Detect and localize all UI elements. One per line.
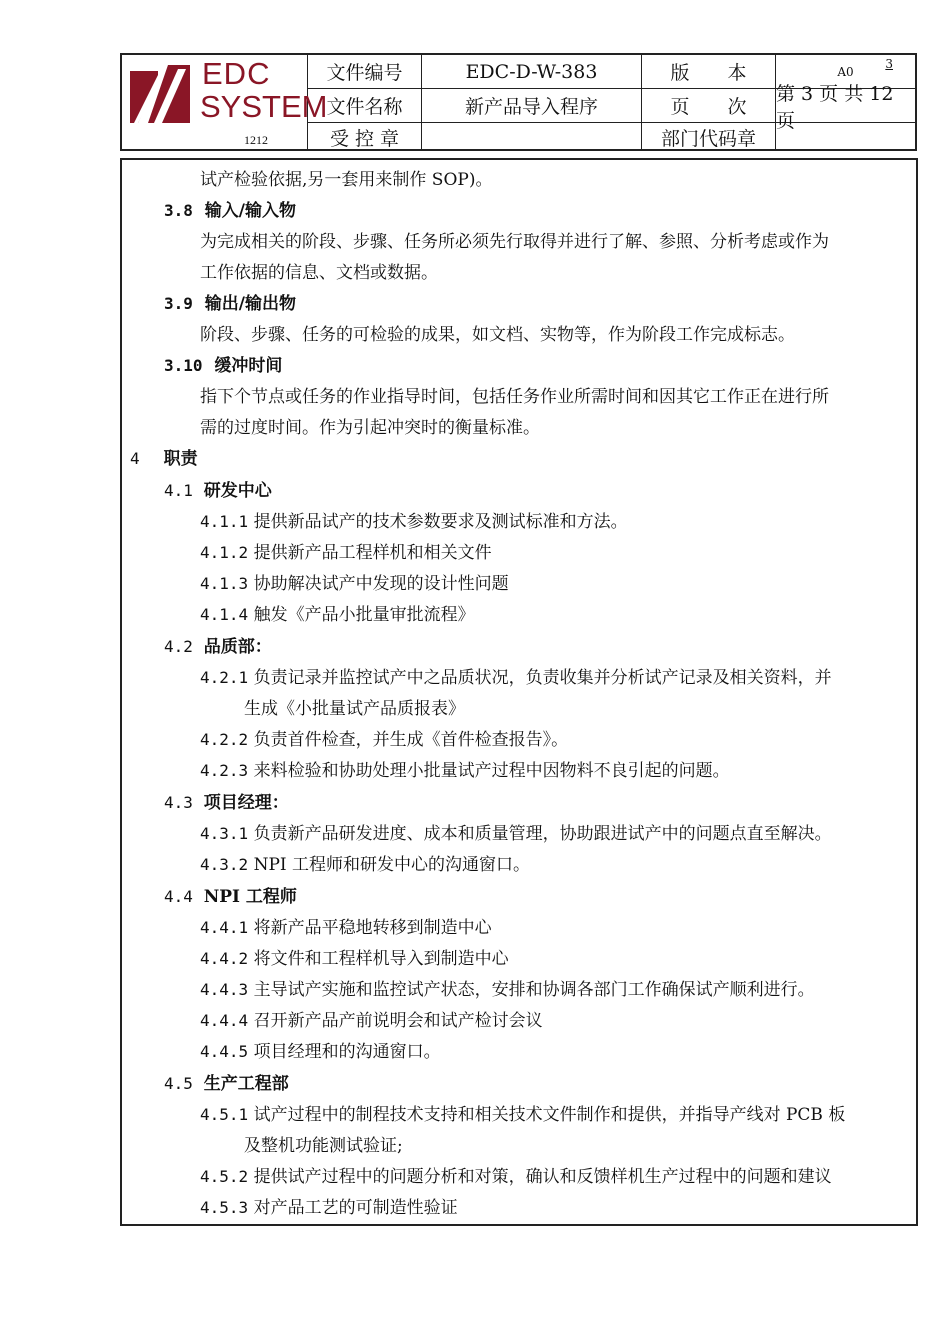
item-number: 4.4.3 [200, 980, 249, 999]
item-text: 召开新产品产前说明会和试产检讨会议 [253, 1011, 543, 1031]
item-number: 4.1.4 [200, 605, 249, 624]
item-text: NPI 工程师和研发中心的沟通窗口。 [253, 855, 531, 875]
item-number: 4.4.4 [200, 1011, 249, 1030]
section-title: 缓冲时间 [214, 356, 283, 376]
item-text: 负责首件检查，并生成《首件检查报告》。 [253, 730, 569, 750]
list-item [200, 1107, 845, 1124]
section-number: 4.1 [164, 481, 193, 500]
body-line [200, 172, 492, 189]
section-number: 3.8 [164, 201, 193, 220]
item-number: 4.3.2 [200, 855, 249, 874]
page-label: 页 次 [642, 89, 776, 123]
body-line [200, 389, 829, 406]
item-number: 4.5.3 [200, 1198, 249, 1217]
item-number: 4.2.2 [200, 730, 249, 749]
item-number: 4.4.5 [200, 1042, 249, 1061]
body-line [200, 420, 540, 437]
section-title: 研发中心 [203, 481, 272, 501]
list-item [200, 857, 530, 874]
item-text: 触发《产品小批量审批流程》 [253, 605, 475, 625]
list-item [200, 951, 509, 968]
dept-code-value [776, 123, 915, 151]
item-text: 提供新品试产的技术参数要求及测试标准和方法。 [253, 512, 628, 532]
section-heading [164, 1076, 289, 1093]
item-text: 将文件和工程样机导入到制造中心 [253, 949, 509, 969]
section-heading [164, 296, 296, 313]
list-item [200, 1169, 832, 1186]
item-text: 负责记录并监控试产中之品质状况，负责收集并分析试产记录及相关资料，并 [253, 668, 832, 688]
section-title: 生产工程部 [203, 1074, 289, 1094]
item-text: 提供试产过程中的问题分析和对策，确认和反馈样机生产过程中的问题和建议 [253, 1167, 832, 1187]
paragraph-text: 需的过度时间。作为引起冲突时的衡量标准。 [200, 418, 540, 438]
chapter-number: 4 [130, 449, 140, 468]
version-value: A0 [837, 64, 854, 79]
logo-text-edc: EDC [202, 56, 271, 91]
list-item [200, 545, 492, 562]
list-item [200, 1044, 441, 1061]
section-number: 4.3 [164, 793, 193, 812]
section-heading [164, 639, 272, 656]
list-item [200, 670, 832, 687]
list-item [200, 732, 568, 749]
section-number: 4.5 [164, 1074, 193, 1093]
logo-mark-icon [128, 61, 200, 125]
item-text: 来料检验和协助处理小批量试产过程中因物料不良引起的问题。 [253, 761, 730, 781]
list-item [200, 982, 815, 999]
version-label: 版 本 [642, 55, 776, 89]
paragraph-text: 试产检验依据,另一套用来制作 SOP)。 [200, 170, 493, 190]
company-logo [122, 55, 328, 151]
list-item [200, 514, 628, 531]
control-stamp-label: 受 控 章 [308, 123, 422, 151]
paragraph-text: 工作依据的信息、文档或数据。 [200, 263, 438, 283]
item-number: 4.5.2 [200, 1167, 249, 1186]
section-number: 3.10 [164, 356, 203, 375]
item-number: 4.1.3 [200, 574, 249, 593]
doc-name-label: 文件名称 [308, 89, 422, 123]
list-item [200, 763, 730, 780]
item-number: 4.4.1 [200, 918, 249, 937]
section-heading [164, 203, 296, 220]
item-text: 项目经理和的沟通窗口。 [253, 1042, 441, 1062]
body-line [200, 327, 795, 344]
paragraph-text: 阶段、步骤、任务的可检验的成果，如文档、实物等，作为阶段工作完成标志。 [200, 325, 795, 345]
item-text: 生成《小批量试产品质报表》 [244, 699, 465, 719]
item-text: 提供新产品工程样机和相关文件 [253, 543, 492, 563]
item-number: 4.2.3 [200, 761, 249, 780]
item-text: 将新产品平稳地转移到制造中心 [253, 918, 492, 938]
list-item-continuation [244, 1138, 403, 1155]
chapter-heading [130, 451, 198, 468]
item-text: 主导试产实施和监控试产状态，安排和协调各部门工作确保试产顺利进行。 [253, 980, 815, 1000]
list-item [200, 920, 492, 937]
section-title: 品质部： [203, 637, 272, 657]
logo-code: 1212 [244, 133, 268, 147]
item-text: 协助解决试产中发现的设计性问题 [253, 574, 509, 594]
section-title: 项目经理： [203, 793, 289, 813]
list-item [200, 607, 475, 624]
chapter-title: 职责 [163, 449, 198, 469]
paragraph-text: 指下个节点或任务的作业指导时间，包括任务作业所需时间和因其它工作正在进行所 [200, 387, 829, 407]
control-stamp-value [422, 123, 642, 151]
section-title: 输出/输出物 [204, 294, 296, 314]
section-heading [164, 483, 272, 500]
section-heading [164, 889, 297, 906]
section-number: 3.9 [164, 294, 193, 313]
item-number: 4.1.2 [200, 543, 249, 562]
section-number: 4.4 [164, 887, 193, 906]
section-title: 输入/输入物 [204, 201, 296, 221]
item-number: 4.4.2 [200, 949, 249, 968]
item-number: 4.2.1 [200, 668, 249, 687]
doc-number-label: 文件编号 [308, 55, 422, 89]
section-number: 4.2 [164, 637, 193, 656]
paragraph-text: 为完成相关的阶段、步骤、任务所必须先行取得并进行了解、参照、分析考虑或作为 [200, 232, 829, 252]
item-number: 4.5.1 [200, 1105, 249, 1124]
list-item [200, 1013, 543, 1030]
list-item-continuation [244, 701, 465, 718]
item-number: 4.3.1 [200, 824, 249, 843]
item-number: 4.1.1 [200, 512, 249, 531]
list-item [200, 1200, 458, 1217]
dept-code-label: 部门代码章 [642, 123, 776, 151]
doc-number-value: EDC-D-W-383 [422, 55, 642, 89]
item-text: 对产品工艺的可制造性验证 [253, 1198, 458, 1218]
logo-text-system: SYSTEM [200, 89, 328, 124]
document-header-table [120, 53, 917, 151]
section-heading [164, 795, 289, 812]
page-value: 第 3 页 共 12 页 [776, 89, 915, 123]
item-text: 及整机功能测试验证; [244, 1136, 403, 1156]
list-item [200, 826, 832, 843]
section-heading [164, 358, 282, 375]
doc-name-value: 新产品导入程序 [422, 89, 642, 123]
item-text: 试产过程中的制程技术支持和相关技术文件制作和提供，并指导产线对 PCB 板 [253, 1105, 846, 1125]
list-item [200, 576, 509, 593]
body-line [200, 234, 829, 251]
item-text: 负责新产品研发进度、成本和质量管理，协助跟进试产中的问题点直至解决。 [253, 824, 832, 844]
section-title: NPI 工程师 [203, 887, 297, 907]
body-line [200, 265, 438, 282]
version-superscript: 3 [885, 57, 893, 71]
document-body [120, 158, 918, 1226]
